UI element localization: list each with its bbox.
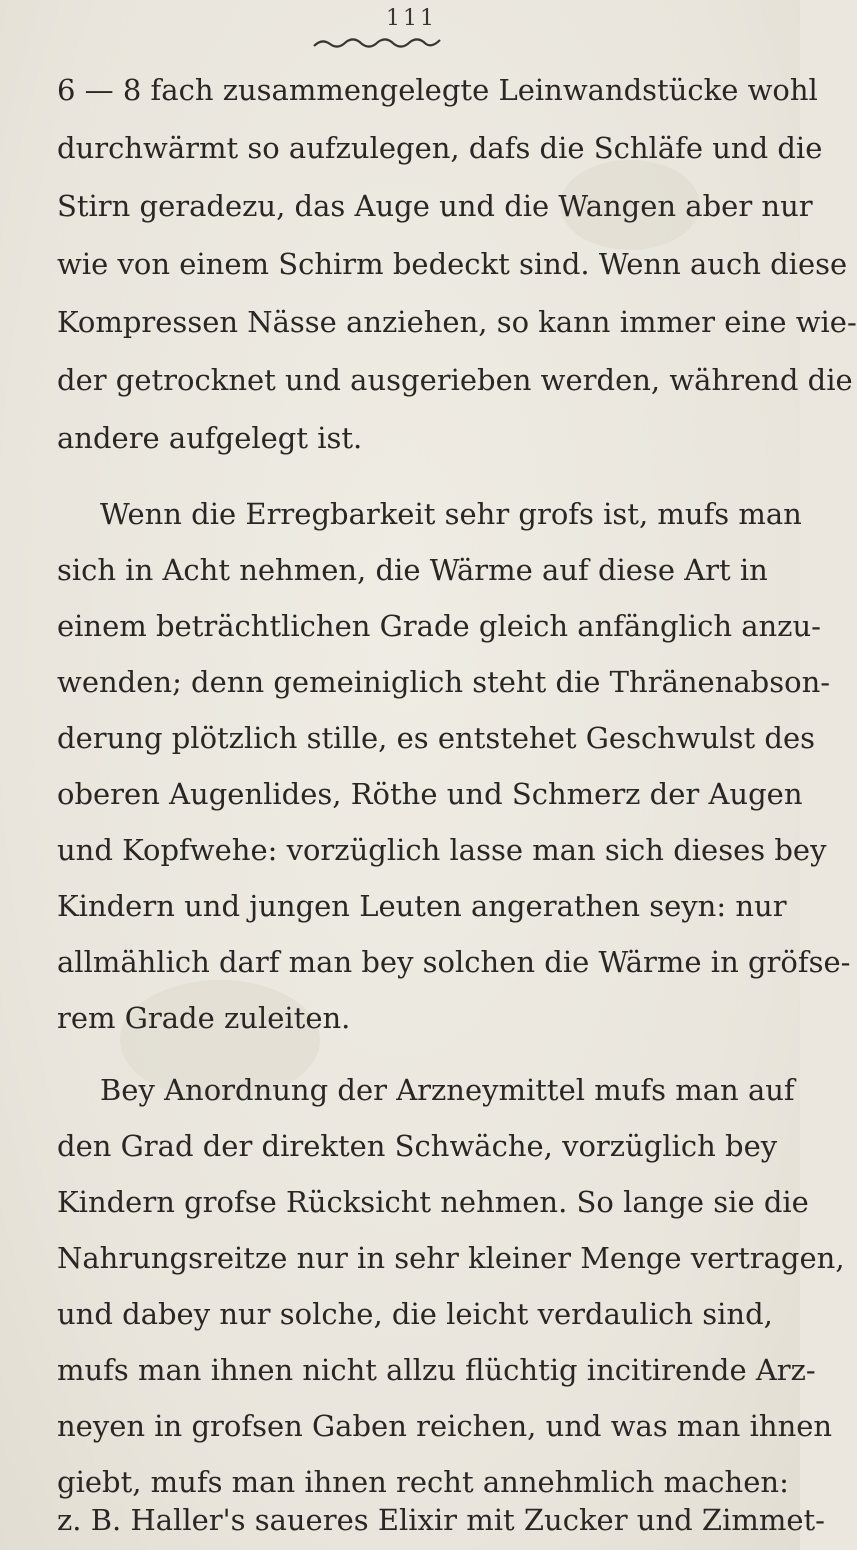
text-line-16: allmählich darf man bey solchen die Wärme in gröfse- bbox=[57, 945, 851, 979]
text-line-17: rem Grade zuleiten. bbox=[57, 1001, 351, 1035]
text-line-1: 6 — 8 fach zusammengelegte Leinwandstücke wohl bbox=[57, 73, 818, 107]
text-line-25: giebt, mufs man ihnen recht annehmlich machen: bbox=[57, 1465, 789, 1499]
text-line-5: Kompressen Nässe anziehen, so kann immer eine wie- bbox=[57, 305, 857, 339]
text-line-12: derung plötzlich stille, es entstehet Geschwulst des bbox=[57, 721, 816, 755]
text-line-18: Bey Anordnung der Arzneymittel mufs man auf bbox=[100, 1073, 795, 1107]
header-ornament bbox=[312, 34, 442, 52]
text-line-26: z. B. Haller's saueres Elixir mit Zucker und Zimmet- bbox=[57, 1503, 825, 1537]
text-line-24: neyen in grofsen Gaben reichen, und was man ihnen bbox=[57, 1409, 833, 1443]
text-line-23: mufs man ihnen nicht allzu flüchtig incitirende Arz- bbox=[57, 1353, 816, 1387]
text-line-19: den Grad der direkten Schwäche, vorzüglich bey bbox=[57, 1129, 778, 1163]
text-line-15: Kindern und jungen Leuten angerathen seyn: nur bbox=[57, 889, 787, 923]
text-line-22: und dabey nur solche, die leicht verdaulich sind, bbox=[57, 1297, 773, 1331]
text-line-8: Wenn die Erregbarkeit sehr grofs ist, mufs man bbox=[100, 497, 802, 531]
text-line-13: oberen Augenlides, Röthe und Schmerz der Augen bbox=[57, 777, 803, 811]
text-line-7: andere aufgelegt ist. bbox=[57, 421, 363, 455]
text-line-11: wenden; denn gemeiniglich steht die Thränenabson- bbox=[57, 665, 831, 699]
text-line-2: durchwärmt so aufzulegen, dafs die Schläfe und die bbox=[57, 131, 823, 165]
text-line-6: der getrocknet und ausgerieben werden, während die bbox=[57, 363, 853, 397]
text-line-20: Kindern grofse Rücksicht nehmen. So lange sie die bbox=[57, 1185, 809, 1219]
text-line-21: Nahrungsreitze nur in sehr kleiner Menge vertragen, bbox=[57, 1241, 845, 1275]
text-line-4: wie von einem Schirm bedeckt sind. Wenn auch diese bbox=[57, 247, 848, 281]
text-line-10: einem beträchtlichen Grade gleich anfänglich anzu- bbox=[57, 609, 821, 643]
page-number: 111 bbox=[386, 6, 437, 31]
text-line-9: sich in Acht nehmen, die Wärme auf diese Art in bbox=[57, 553, 768, 587]
text-line-3: Stirn geradezu, das Auge und die Wangen aber nur bbox=[57, 189, 813, 223]
text-line-14: und Kopfwehe: vorzüglich lasse man sich dieses bey bbox=[57, 833, 827, 867]
